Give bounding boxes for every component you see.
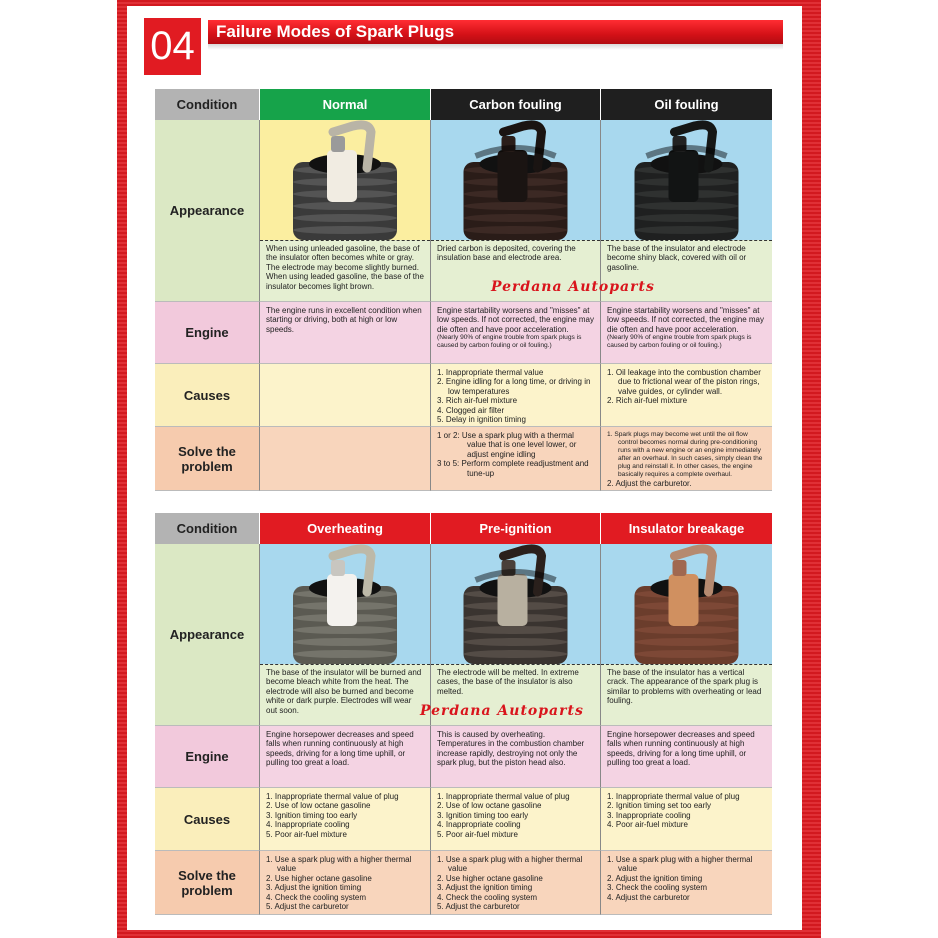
row-label-solve: Solve the problem bbox=[155, 427, 260, 491]
condition-header: Condition bbox=[155, 513, 260, 544]
solve-cell-oil-fouling bbox=[601, 427, 772, 491]
causes-list bbox=[607, 792, 766, 830]
failure-table-1 bbox=[155, 89, 772, 491]
list-item: 1 or 2: Use a spark plug with a thermal value that is one level lower, or adjust engine idling bbox=[437, 431, 577, 459]
list-item: 1. Inappropriate thermal value of plug bbox=[607, 792, 740, 801]
list-item: 1. Spark plugs may become wet until the oil flow control becomes normal during pre-conditioning runs with a new engine or an engine immediately after an overhaul. In such cases, simply clean the plug and reinstall it. In other cases, the engine basically requires a complete overhaul. bbox=[607, 431, 763, 478]
appearance-text: The base of the insulator has a vertical crack. The appearance of the spark plug is similar to problems with overheating or lead fouling. bbox=[601, 664, 772, 725]
list-item: 4. Check the cooling system bbox=[266, 892, 367, 902]
spark-plug-drawing bbox=[260, 544, 430, 664]
watermark-top: Perdana Autoparts bbox=[491, 279, 655, 295]
appearance-text: The base of the insulator and electrode become shiny black, covered with oil or gasoline. bbox=[601, 240, 772, 301]
engine-text: Engine horsepower decreases and speed falls when running continuously at high speeds, driving for a long time uphill, or pulling too great a load. bbox=[266, 730, 414, 768]
solve-list bbox=[437, 431, 594, 478]
spark-plug-drawing bbox=[601, 120, 772, 240]
row-label-causes: Causes bbox=[155, 364, 260, 427]
spark-plug-drawing bbox=[431, 544, 600, 664]
solve-cell-pre-ignition bbox=[431, 851, 601, 915]
engine-cell-normal bbox=[260, 302, 431, 364]
column-header-oil-fouling: Oil fouling bbox=[601, 89, 772, 120]
appearance-text: When using unleaded gasoline, the base of the insulator often becomes white or gray. The electrode may become slightly burned. When using leaded gasoline, the base of the insulator becomes light brown. bbox=[260, 240, 430, 301]
engine-cell-pre-ignition bbox=[431, 726, 601, 788]
page-title: Failure Modes of Spark Plugs bbox=[208, 20, 783, 44]
column-header-overheating: Overheating bbox=[260, 513, 431, 544]
appearance-cell-oil-fouling bbox=[601, 120, 772, 302]
row-label-engine: Engine bbox=[155, 302, 260, 364]
normal-spark-plug-icon bbox=[260, 120, 430, 240]
engine-cell-oil-fouling bbox=[601, 302, 772, 364]
column-header-normal: Normal bbox=[260, 89, 431, 120]
section-number: 04 bbox=[144, 18, 201, 75]
engine-cell-overheating bbox=[260, 726, 431, 788]
causes-cell-pre-ignition bbox=[431, 788, 601, 851]
list-item: 2. Use higher octane gasoline bbox=[266, 873, 372, 883]
appearance-cell-pre-ignition bbox=[431, 544, 601, 726]
list-item: 1. Use a spark plug with a higher thermal value bbox=[607, 855, 753, 874]
engine-cell-carbon-fouling bbox=[431, 302, 601, 364]
column-header-pre-ignition: Pre-ignition bbox=[431, 513, 601, 544]
list-item: 2. Use of low octane gasoline bbox=[437, 801, 542, 811]
list-item: 3. Ignition timing too early bbox=[266, 810, 358, 820]
list-item: 1. Use a spark plug with a higher thermal value bbox=[266, 855, 412, 874]
list-item: 5. Adjust the carburetor bbox=[266, 902, 349, 912]
row-label-appearance: Appearance bbox=[155, 544, 260, 726]
solve-cell-normal bbox=[260, 427, 431, 491]
row-label-appearance: Appearance bbox=[155, 120, 260, 302]
causes-cell-overheating bbox=[260, 788, 431, 851]
list-item: 3 to 5: Perform complete readjustment and tune-up bbox=[437, 459, 589, 478]
list-item: 1. Use a spark plug with a higher thermal value bbox=[437, 855, 583, 874]
column-header-carbon-fouling: Carbon fouling bbox=[431, 89, 601, 120]
list-item: 5. Poor air-fuel mixture bbox=[437, 829, 518, 839]
watermark-bottom: Perdana Autoparts bbox=[420, 703, 584, 719]
list-item: 5. Poor air-fuel mixture bbox=[266, 829, 347, 839]
list-item: 1. Oil leakage into the combustion chamber due to frictional wear of the piston rings, valve guides, or cylinder wall. bbox=[607, 368, 761, 396]
list-item: 4. Inappropriate cooling bbox=[266, 820, 350, 830]
appearance-cell-overheating bbox=[260, 544, 431, 726]
appearance-text: The base of the insulator will be burned and become bleach white from the heat. The electrode will also be burned and become white or dark purple. Electrodes will wear out soon. bbox=[260, 664, 430, 725]
engine-text: The engine runs in excellent condition when starting or driving, both at high or low speeds. bbox=[266, 306, 422, 334]
engine-note: (Nearly 90% of engine trouble from spark plugs is caused by carbon fouling or oil fouling.) bbox=[607, 334, 752, 350]
appearance-cell-normal bbox=[260, 120, 431, 302]
list-item: 4. Adjust the carburetor bbox=[607, 892, 690, 902]
engine-cell-insulator-breakage bbox=[601, 726, 772, 788]
spark-plug-drawing bbox=[260, 120, 430, 240]
appearance-text: The electrode will be melted. In extreme cases, the base of the insulator is also melted. bbox=[431, 664, 600, 725]
title-shadow bbox=[208, 44, 783, 50]
overheated-spark-plug-icon bbox=[260, 544, 430, 664]
list-item: 2. Ignition timing set too early bbox=[607, 801, 712, 811]
list-item: 4. Poor air-fuel mixture bbox=[607, 820, 688, 830]
engine-note: (Nearly 90% of engine trouble from spark plugs is caused by carbon fouling or oil fouling.) bbox=[437, 334, 582, 350]
causes-cell-normal bbox=[260, 364, 431, 427]
causes-list bbox=[437, 368, 594, 424]
solve-list bbox=[437, 855, 594, 911]
appearance-cell-carbon-fouling bbox=[431, 120, 601, 302]
column-header-insulator-breakage: Insulator breakage bbox=[601, 513, 772, 544]
list-item: 2. Adjust the ignition timing bbox=[607, 873, 703, 883]
list-item: 4. Clogged air filter bbox=[437, 405, 505, 415]
solve-list bbox=[607, 855, 766, 902]
causes-cell-oil-fouling bbox=[601, 364, 772, 427]
spark-plug-drawing bbox=[431, 120, 600, 240]
list-item: 3. Ignition timing too early bbox=[437, 810, 529, 820]
list-item: 1. Inappropriate thermal value bbox=[437, 368, 544, 377]
carbon-fouled-spark-plug-icon bbox=[431, 120, 600, 240]
causes-list bbox=[437, 792, 594, 839]
list-item: 3. Check the cooling system bbox=[607, 883, 708, 893]
list-item: 2. Use higher octane gasoline bbox=[437, 873, 543, 883]
list-item: 2. Rich air-fuel mixture bbox=[607, 396, 688, 406]
oil-fouled-spark-plug-icon bbox=[601, 120, 772, 240]
appearance-cell-insulator-breakage bbox=[601, 544, 772, 726]
list-item: 1. Inappropriate thermal value of plug bbox=[266, 792, 399, 801]
engine-text: Engine startability worsens and "misses" at low speeds. If not corrected, the engine may die often and have poor acceleration. bbox=[437, 306, 594, 334]
row-label-causes: Causes bbox=[155, 788, 260, 851]
list-item: 2. Engine idling for a long time, or driving in low temperatures bbox=[437, 377, 591, 396]
condition-header: Condition bbox=[155, 89, 260, 120]
solve-list bbox=[266, 855, 424, 911]
causes-cell-carbon-fouling bbox=[431, 364, 601, 427]
list-item: 4. Check the cooling system bbox=[437, 892, 538, 902]
list-item: 2. Adjust the carburetor. bbox=[607, 479, 692, 488]
causes-cell-insulator-breakage bbox=[601, 788, 772, 851]
list-item: 5. Delay in ignition timing bbox=[437, 415, 526, 425]
appearance-text: Dried carbon is deposited, covering the insulation base and electrode area. bbox=[431, 240, 600, 301]
list-item: 3. Adjust the ignition timing bbox=[266, 883, 362, 893]
list-item: 3. Adjust the ignition timing bbox=[437, 883, 533, 893]
solve-cell-carbon-fouling bbox=[431, 427, 601, 491]
row-label-engine: Engine bbox=[155, 726, 260, 788]
list-item: 4. Inappropriate cooling bbox=[437, 820, 521, 830]
causes-list bbox=[266, 792, 424, 839]
solve-cell-overheating bbox=[260, 851, 431, 915]
causes-list bbox=[607, 368, 766, 406]
engine-text: This is caused by overheating. Temperatures in the combustion chamber increase rapidly, destroying not only the spark plug, but the piston head also. bbox=[437, 730, 585, 768]
engine-text: Engine horsepower decreases and speed falls when running continuously at high speeds, driving for a long time uphill, or pulling too great a load. bbox=[607, 730, 755, 768]
solve-list bbox=[607, 431, 766, 488]
solve-cell-insulator-breakage bbox=[601, 851, 772, 915]
spark-plug-drawing bbox=[601, 544, 772, 664]
list-item: 1. Inappropriate thermal value of plug bbox=[437, 792, 570, 801]
engine-text: Engine startability worsens and "misses" at low speeds. If not corrected, the engine may die often and have poor acceleration. bbox=[607, 306, 764, 334]
list-item: 3. Rich air-fuel mixture bbox=[437, 396, 518, 406]
row-label-solve: Solve the problem bbox=[155, 851, 260, 915]
broken-insulator-spark-plug-icon bbox=[601, 544, 772, 664]
list-item: 3. Inappropriate cooling bbox=[607, 810, 691, 820]
pre-ignition-spark-plug-icon bbox=[431, 544, 600, 664]
list-item: 2. Use of low octane gasoline bbox=[266, 801, 371, 811]
list-item: 5. Adjust the carburetor bbox=[437, 902, 520, 912]
